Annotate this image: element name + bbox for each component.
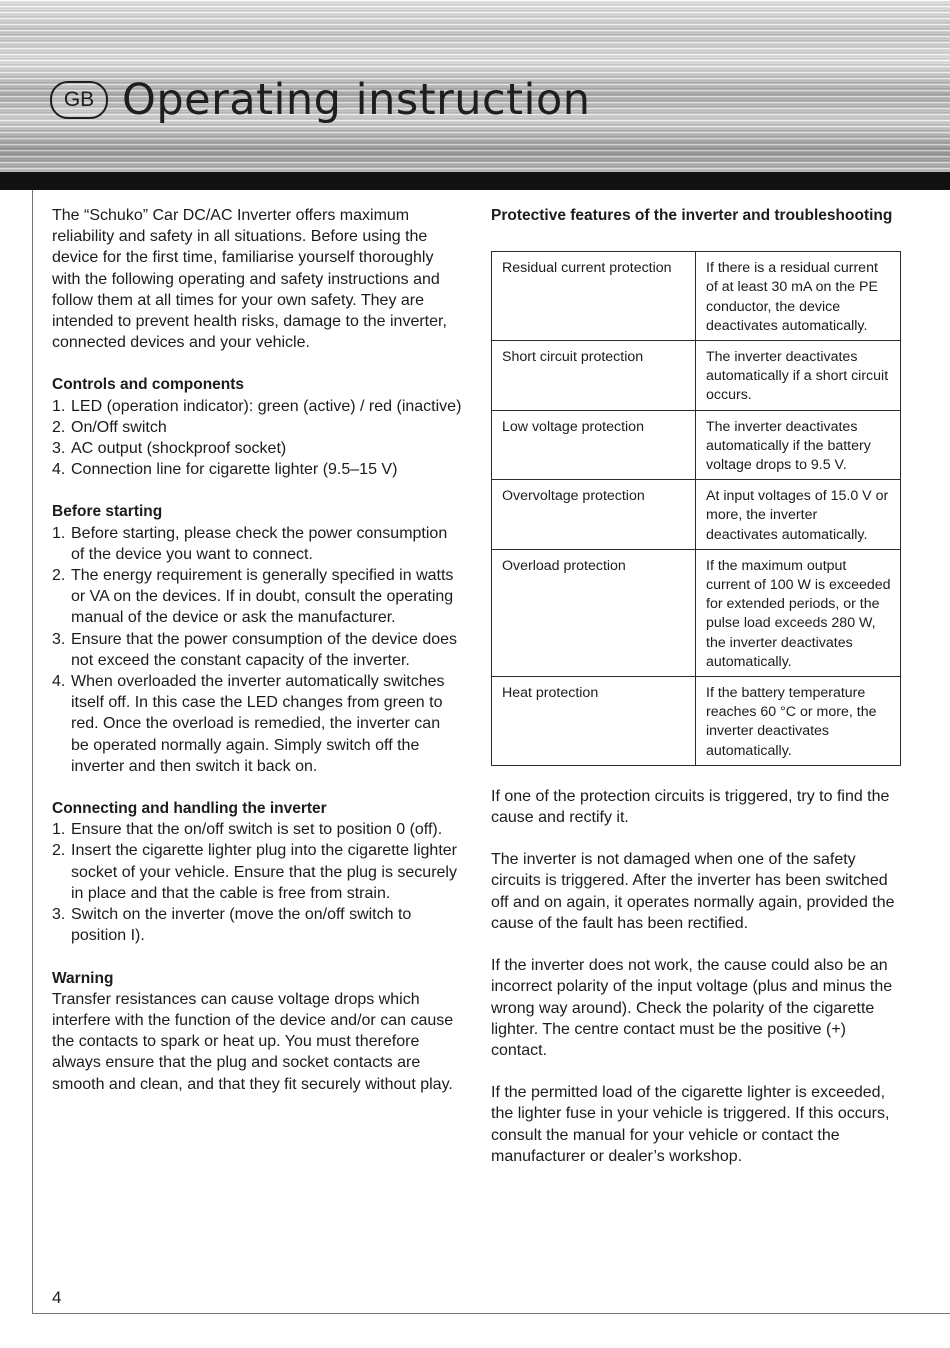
troubleshooting-paragraph: If the inverter does not work, the cause could also be an incorrect polarity of the input voltage (plus and minus the wrong way around). Check the polarity of the cigarette lighter. The centre contact must be the positive (+) contact. — [491, 957, 893, 1059]
header-banner — [0, 0, 950, 172]
table-row — [492, 410, 901, 480]
description-cell: At input voltages of 15.0 V or more, the inverter deactivates automatically. — [696, 480, 901, 550]
list-item: 4. When overloaded the inverter automatically switches itself off. In this case the LED changes from green to red. Once the overload is remedied, the inverter can be operated normally again. Simply switch off the inverter and then switch it back on. — [52, 673, 445, 775]
feature-cell: Low voltage protection — [492, 410, 696, 480]
connecting-heading: Connecting and handling the inverter — [52, 800, 327, 818]
description-cell: If the battery temperature reaches 60 °C or more, the inverter deactivates automatically. — [696, 677, 901, 766]
intro-paragraph: The “Schuko” Car DC/AC Inverter offers maximum reliability and safety in all situations. Before using the device for the first time, familiarise yourself thoroughly with the following operating and safety instructions and follow them at all times for your own safety. They are intended to prevent health risks, damage to the inverter, connected devices and your vehicle. — [52, 207, 447, 352]
protection-heading: Protective features of the inverter and troubleshooting — [491, 207, 893, 224]
description-cell: The inverter deactivates automatically if the battery voltage drops to 9.5 V. — [696, 410, 901, 480]
list-item: 2. On/Off switch — [52, 418, 167, 436]
controls-heading: Controls and components — [52, 376, 245, 394]
warning-heading: Warning — [52, 969, 114, 987]
controls-list — [52, 396, 462, 481]
feature-cell: Residual current protection — [492, 252, 696, 341]
list-item: 4. Connection line for cigarette lighter (9.5–15 V) — [52, 461, 398, 479]
feature-cell: Overvoltage protection — [492, 480, 696, 550]
description-cell: If the maximum output current of 100 W is exceeded for extended periods, or the pulse load exceeds 280 W, the inverter deactivates automatically. — [696, 549, 901, 676]
troubleshooting-paragraph: If one of the protection circuits is triggered, try to find the cause and rectify it. — [491, 787, 890, 827]
description-cell: If there is a residual current of at least 30 mA on the PE conductor, the device deactivates automatically. — [696, 252, 901, 341]
feature-cell: Short circuit protection — [492, 341, 696, 411]
table-row — [492, 252, 901, 341]
feature-cell: Overload protection — [492, 549, 696, 676]
left-column — [52, 205, 462, 1095]
table-row — [492, 341, 901, 411]
before-list — [52, 523, 462, 777]
page-title — [50, 72, 591, 128]
list-item: 3. AC output (shockproof socket) — [52, 440, 287, 458]
list-item: 2. Insert the cigarette lighter plug into the cigarette lighter socket of your vehicle. Ensure that the plug is securely in place and that the cable is free from strain. — [52, 842, 457, 902]
protection-table — [491, 251, 901, 766]
troubleshooting-text — [491, 786, 903, 1167]
feature-cell: Heat protection — [492, 677, 696, 766]
language-badge: GB — [50, 81, 108, 119]
list-item: 2. The energy requirement is generally specified in watts or VA on the devices. If in doubt, consult the operating manual of the device or ask the manufacturer. — [52, 567, 454, 627]
troubleshooting-paragraph: If the permitted load of the cigarette lighter is exceeded, the lighter fuse in your vehicle is triggered. If this occurs, consult the manual for your vehicle or contact the manufacturer or dealer’s workshop. — [491, 1084, 890, 1165]
table-row — [492, 677, 901, 766]
warning-text: Transfer resistances can cause voltage drops which interfere with the function of the device and/or can cause the contacts to spark or heat up. You must therefore always ensure that the plug and socket contacts are smooth and clean, and that they fit securely without play. — [52, 990, 454, 1093]
table-row — [492, 549, 901, 676]
troubleshooting-paragraph: The inverter is not damaged when one of the safety circuits is triggered. After the inverter has been switched off and on again, it operates normally again, provided the cause of the fault has been rectified. — [491, 851, 895, 932]
list-item: 1. Ensure that the on/off switch is set to position 0 (off). — [52, 821, 443, 839]
list-item: 3. Switch on the inverter (move the on/off switch to position I). — [52, 906, 412, 945]
list-item: 1. Before starting, please check the power consumption of the device you want to connect. — [52, 524, 448, 563]
title-text: Operating instruction — [122, 75, 591, 125]
table-row — [492, 480, 901, 550]
list-item: 3. Ensure that the power consumption of the device does not exceed the constant capacity of the inverter. — [52, 630, 458, 669]
header-divider-bar — [0, 172, 950, 190]
list-item: 1. LED (operation indicator): green (active) / red (inactive) — [52, 397, 462, 415]
description-cell: The inverter deactivates automatically if a short circuit occurs. — [696, 341, 901, 411]
before-heading: Before starting — [52, 503, 163, 521]
right-column — [491, 205, 903, 1167]
connecting-list — [52, 819, 462, 946]
page-number: 4 — [52, 1288, 62, 1307]
